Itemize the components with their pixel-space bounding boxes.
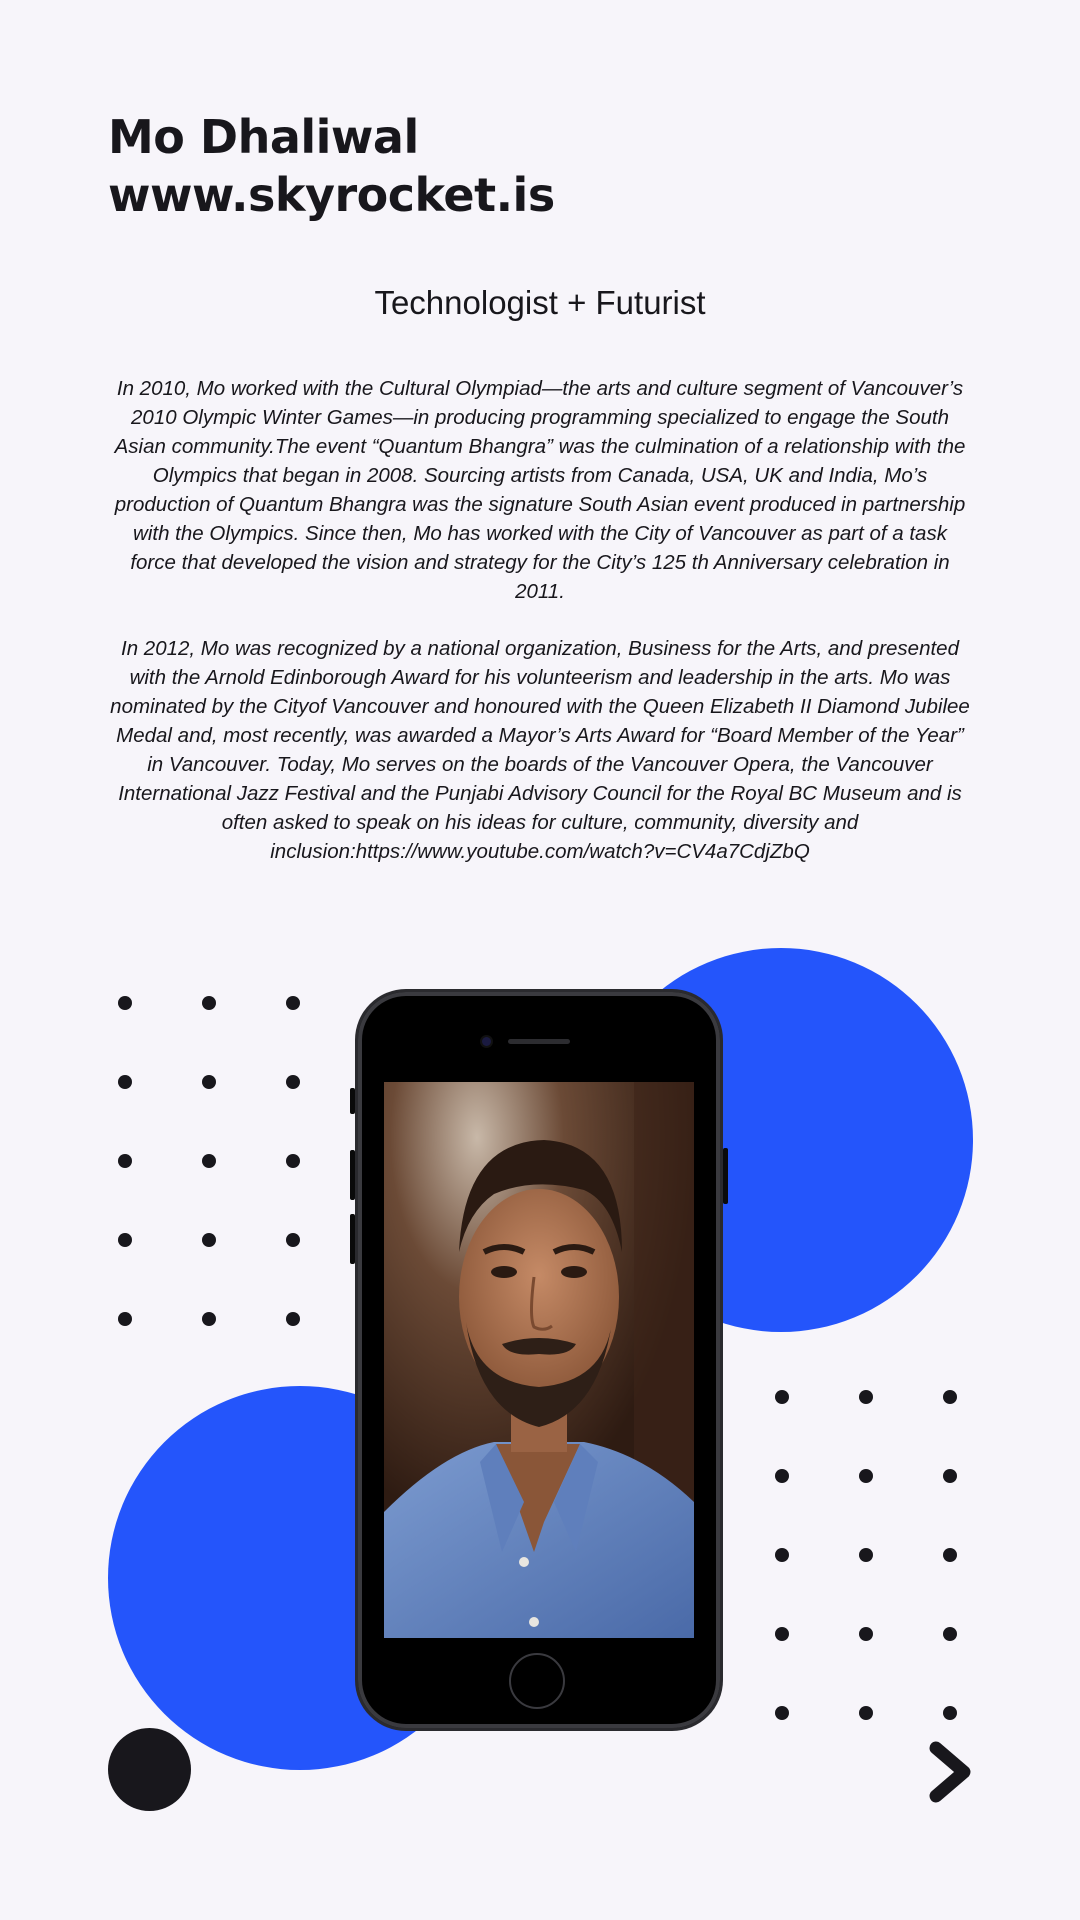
subtitle: Technologist + Futurist [374, 284, 706, 321]
dot [943, 1390, 957, 1404]
dot [118, 1154, 132, 1168]
dot [286, 1233, 300, 1247]
black-circle-decoration [108, 1728, 191, 1811]
dot [202, 1312, 216, 1326]
phone-mockup [358, 992, 720, 1728]
dot [859, 1390, 873, 1404]
dot [943, 1706, 957, 1720]
portrait-illustration [384, 1082, 694, 1638]
phone-speaker [508, 1039, 570, 1044]
dot [859, 1706, 873, 1720]
dot [775, 1706, 789, 1720]
dot [943, 1469, 957, 1483]
dot [286, 1312, 300, 1326]
bio-paragraph-2: In 2012, Mo was recognized by a national organization, Business for the Arts, and presented with the Arnold Edinborough Award for his volunteerism and leadership in the arts. Mo was nominated by the Cityof Vancouver and honoured with the Queen Elizabeth II Diamond Jubilee Medal and, most recently, was awarded a Mayor’s Arts Award for “Board Member of the Year” in Vancouver. Today, Mo serves on the boards of the Vancouver Opera, the Vancouver International Jazz Festival and the Punjabi Advisory Council for the Royal BC Museum and is often asked to speak on his ideas for culture, community, diversity and inclusion:https://www.youtube.com/watch?v=CV4a7CdjZbQ [110, 637, 970, 863]
phone-volume-up-button [350, 1150, 355, 1200]
dot [202, 1075, 216, 1089]
dot [943, 1548, 957, 1562]
dot [859, 1548, 873, 1562]
chevron-right-icon [922, 1740, 978, 1804]
phone-mute-switch [350, 1088, 355, 1114]
dot [775, 1390, 789, 1404]
dot [202, 996, 216, 1010]
dot [118, 1075, 132, 1089]
phone-home-button [509, 1653, 565, 1709]
presenter-name: Mo Dhaliwal [108, 110, 419, 164]
dot [859, 1627, 873, 1641]
phone-camera [482, 1037, 491, 1046]
dot [118, 996, 132, 1010]
dot [943, 1627, 957, 1641]
phone-power-button [723, 1148, 728, 1204]
dot [286, 996, 300, 1010]
dot [775, 1548, 789, 1562]
dot [286, 1075, 300, 1089]
portrait-photo [384, 1082, 694, 1638]
dot [775, 1627, 789, 1641]
website-url[interactable]: www.skyrocket.is [108, 168, 555, 222]
header [108, 108, 555, 224]
dot [286, 1154, 300, 1168]
dot [118, 1233, 132, 1247]
dot [202, 1233, 216, 1247]
dot [859, 1469, 873, 1483]
phone-volume-down-button [350, 1214, 355, 1264]
dot [118, 1312, 132, 1326]
dot [775, 1469, 789, 1483]
bio-paragraph-1: In 2010, Mo worked with the Cultural Olympiad—the arts and culture segment of Vancouver’s 2010 Olympic Winter Games—in producing programming specialized to engage the South Asian community.The event “Quantum Bhangra” was the culmination of a relationship with the Olympics that began in 2008. Sourcing artists from Canada, USA, UK and India, Mo’s production of Quantum Bhangra was the signature South Asian event produced in partnership with the Olympics. Since then, Mo has worked with the City of Vancouver as part of a task force that developed the vision and strategy for the City’s 125 th Anniversary celebration in 2011. [114, 377, 966, 603]
next-button[interactable] [922, 1740, 978, 1804]
dot [202, 1154, 216, 1168]
